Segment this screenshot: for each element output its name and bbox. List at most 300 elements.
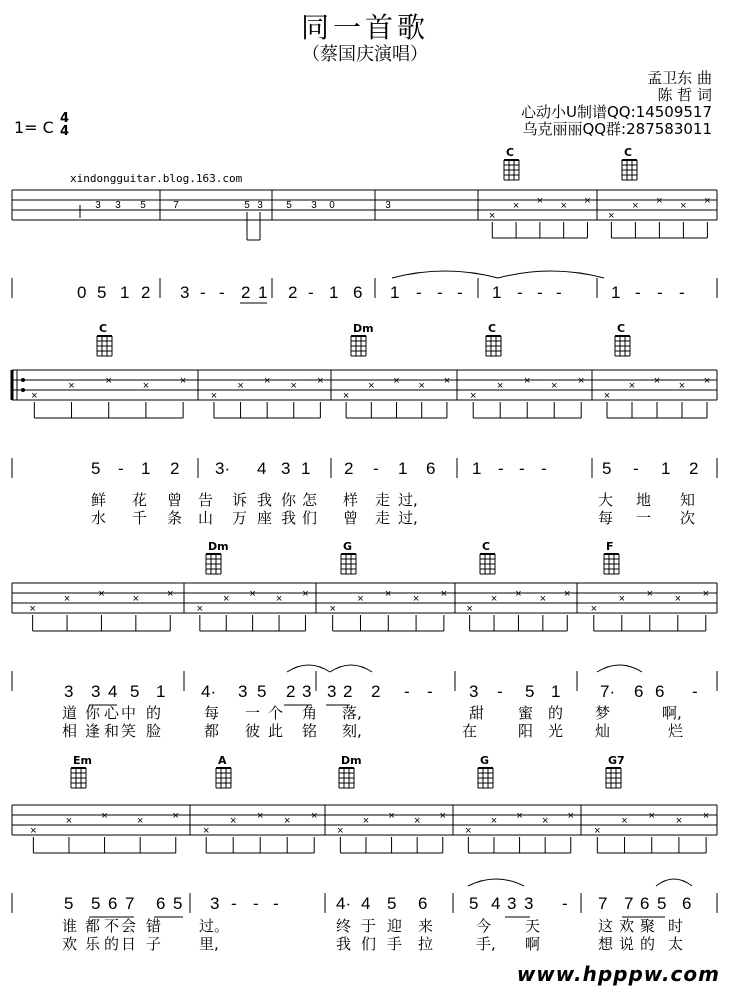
note-number: 3 <box>281 459 291 478</box>
lyric-char: 阳 <box>518 722 534 740</box>
chord-name: C <box>624 146 633 159</box>
note-number: 5 <box>469 894 479 913</box>
lyric-char: 过。 <box>199 917 230 935</box>
lyric-char: 的 <box>104 935 120 953</box>
note-number: 1 <box>661 459 671 478</box>
strum-mark: × <box>516 810 523 822</box>
hold-dash: - <box>519 459 525 478</box>
strum-mark: × <box>98 588 105 600</box>
note-number: 2 <box>170 459 180 478</box>
strum-mark: × <box>413 815 421 827</box>
hold-dash: - <box>517 283 523 302</box>
lyric-char: 曾 <box>167 491 183 509</box>
lyric-char: 走 <box>375 491 391 509</box>
strum-mark: × <box>256 810 264 822</box>
lyric-char: 诉 <box>232 491 248 509</box>
strum-mark: × <box>249 588 256 600</box>
note-number: 2 <box>689 459 699 478</box>
note-number: 3 <box>327 682 337 701</box>
maker-credit: 心动小U制谱QQ:14509517 <box>521 103 712 121</box>
note-number: 3 <box>524 894 534 913</box>
note-number: 2 <box>371 682 381 701</box>
lyric-char: 都 <box>85 917 101 935</box>
note-number: 5 <box>91 894 101 913</box>
strum-mark: × <box>656 195 663 207</box>
chord-diagram <box>97 336 112 356</box>
lyric-char: 的 <box>640 935 656 953</box>
hold-dash: - <box>457 283 463 302</box>
tab-number: 3 <box>311 200 317 211</box>
chord-diagram <box>71 768 86 788</box>
strum-mark: × <box>317 375 324 387</box>
note-number: 4· <box>201 682 217 701</box>
lyric-char: 脸 <box>146 722 162 740</box>
tie-dash: – <box>434 204 442 216</box>
lyric-char: 座 <box>257 509 273 527</box>
hold-dash: - <box>635 283 641 302</box>
lyric-char: 手 <box>387 935 403 953</box>
lyric-char: 山 <box>198 509 214 527</box>
slur <box>330 665 372 672</box>
lyric-char: 告 <box>198 491 214 509</box>
time-sig-top: 4 <box>60 111 70 126</box>
strum-mark: × <box>515 588 522 600</box>
strum-mark: × <box>469 390 477 402</box>
hold-dash: - <box>273 894 279 913</box>
note-number: 4 <box>491 894 501 913</box>
note-number: 1 <box>492 283 502 302</box>
chord-name: G7 <box>608 754 625 767</box>
lyric-char: 拉 <box>418 935 434 953</box>
slur <box>656 879 692 886</box>
lyric-char: 地 <box>636 491 652 509</box>
repeat-dot <box>21 378 25 382</box>
strum-mark: × <box>584 195 591 207</box>
lyric-char: 道 <box>62 704 78 722</box>
note-number: 5 <box>525 682 535 701</box>
tab-number: 7 <box>173 200 179 211</box>
strum-mark: × <box>357 593 364 605</box>
note-number: 6 <box>640 894 650 913</box>
lyric-char: 们 <box>302 509 318 527</box>
strum-mark: × <box>172 810 179 822</box>
lyric-char: 相 <box>62 722 78 740</box>
strum-mark: × <box>678 380 686 392</box>
chord-name: A <box>218 754 227 767</box>
lyric-char: 烂 <box>668 722 684 740</box>
hold-dash: - <box>679 283 685 302</box>
strum-mark: × <box>412 593 420 605</box>
lyricist-credit: 陈 哲 词 <box>657 86 712 104</box>
lyric-char: 啊 <box>525 935 541 953</box>
lyric-char: 欢 <box>62 935 78 953</box>
lyric-char: 大 <box>598 491 614 509</box>
note-number: 1 <box>156 682 166 701</box>
note-number: 1 <box>301 459 311 478</box>
note-number: 3 <box>238 682 248 701</box>
strum-mark: × <box>440 588 448 600</box>
chord-name: Em <box>73 754 92 767</box>
strum-mark: × <box>65 815 73 827</box>
strum-mark: × <box>210 390 218 402</box>
lyric-char: 日 <box>121 935 137 953</box>
chord-diagram <box>486 336 501 356</box>
lyric-char: 欢 <box>619 917 635 935</box>
strum-mark: × <box>632 200 639 212</box>
lyric-char: 个 <box>268 704 284 722</box>
lyric-char: 一 <box>636 509 652 527</box>
strum-mark: × <box>229 815 237 827</box>
tab-number: 3 <box>95 200 101 211</box>
lyric-char: 我 <box>336 935 352 953</box>
note-number: 1 <box>551 682 561 701</box>
lyric-char: 啊, <box>662 704 682 722</box>
strum-mark: × <box>63 593 71 605</box>
slur <box>468 879 524 886</box>
lyric-char: 你 <box>281 491 297 509</box>
lyric-char: 次 <box>680 509 696 527</box>
group-credit: 乌克丽丽QQ群:287583011 <box>522 120 712 138</box>
lyric-char: 刻, <box>342 722 362 740</box>
tie-dash: – <box>416 204 424 216</box>
strum-mark: × <box>388 810 395 822</box>
lyric-char: 过, <box>398 491 418 509</box>
lyric-char: 今 <box>476 917 492 935</box>
strum-mark: × <box>105 375 112 387</box>
strum-mark: × <box>101 810 108 822</box>
lyric-char: 这 <box>598 917 614 935</box>
lyric-char: 们 <box>361 935 377 953</box>
lyric-char: 在 <box>462 722 478 740</box>
chord-name: C <box>99 322 108 335</box>
strum-mark: × <box>680 200 687 212</box>
note-number: 1 <box>141 459 151 478</box>
lyric-char: 鲜 <box>91 491 107 509</box>
chord-name: C <box>617 322 626 335</box>
strum-mark: × <box>603 390 611 402</box>
note-number: 3 <box>91 682 101 701</box>
strum-mark: × <box>68 380 75 392</box>
lyric-char: 聚 <box>640 917 656 935</box>
note-number: 5 <box>657 894 667 913</box>
strum-mark: × <box>675 815 683 827</box>
watermark: www.hpppw.com <box>516 962 720 986</box>
lyric-char: 终 <box>336 917 352 935</box>
note-number: 4 <box>108 682 118 701</box>
strum-mark: × <box>31 390 38 402</box>
lyric-char: 逢 <box>85 722 101 740</box>
lyric-char: 天 <box>525 917 541 935</box>
note-number: 3 <box>302 682 312 701</box>
note-number: 6 <box>426 459 436 478</box>
composer-credit: 孟卫东 曲 <box>647 69 712 87</box>
strum-mark: × <box>196 603 204 615</box>
note-number: 2 <box>288 283 298 302</box>
strum-mark: × <box>223 593 230 605</box>
hold-dash: - <box>427 682 433 701</box>
note-number: 1 <box>258 283 268 302</box>
chord-diagram <box>615 336 630 356</box>
strum-mark: × <box>496 380 504 392</box>
strum-mark: × <box>648 810 655 822</box>
strum-mark: × <box>418 380 425 392</box>
hold-dash: - <box>219 283 225 302</box>
strum-mark: × <box>142 380 150 392</box>
hold-dash: - <box>404 682 410 701</box>
lyric-char: 和 <box>104 722 120 740</box>
strum-mark: × <box>567 810 574 822</box>
strum-mark: × <box>202 825 210 837</box>
strum-mark: × <box>608 210 615 222</box>
strum-mark: × <box>337 825 344 837</box>
chord-diagram <box>478 768 493 788</box>
strum-mark: × <box>550 380 558 392</box>
lyric-char: 不 <box>104 917 120 935</box>
lyric-char: 光 <box>548 722 564 740</box>
strum-mark: × <box>132 593 140 605</box>
lyric-char: 你 <box>85 704 101 722</box>
strum-mark: × <box>393 375 400 387</box>
note-number: 6 <box>353 283 363 302</box>
note-number: 6 <box>655 682 665 701</box>
slur <box>498 271 604 278</box>
lyric-char: 会 <box>121 917 137 935</box>
note-number: 3 <box>64 682 74 701</box>
note-number: 1 <box>390 283 400 302</box>
tab-number: 3 <box>115 200 121 211</box>
strum-mark: × <box>385 588 392 600</box>
lyric-char: 角 <box>302 704 318 722</box>
note-number: 3· <box>215 459 231 478</box>
note-number: 1 <box>329 283 339 302</box>
note-number: 2 <box>344 459 354 478</box>
lyric-char: 每 <box>204 704 220 722</box>
strum-mark: × <box>577 375 585 387</box>
lyric-char: 落, <box>342 704 362 722</box>
strum-mark: × <box>167 588 174 600</box>
strum-mark: × <box>275 593 283 605</box>
chord-diagram <box>339 768 354 788</box>
strum-mark: × <box>628 380 636 392</box>
note-number: 5 <box>173 894 183 913</box>
note-number: 0 <box>77 283 87 302</box>
hold-dash: - <box>373 459 379 478</box>
lyric-char: 灿 <box>595 722 611 740</box>
hold-dash: - <box>633 459 639 478</box>
strum-mark: × <box>703 375 711 387</box>
strum-mark: × <box>523 375 531 387</box>
chord-name: Dm <box>341 754 362 767</box>
tab-number: 3 <box>257 200 263 211</box>
strum-mark: × <box>653 375 661 387</box>
note-number: 3 <box>469 682 479 701</box>
lyric-char: 说 <box>619 935 635 953</box>
note-number: 3 <box>210 894 220 913</box>
note-number: 2 <box>141 283 151 302</box>
chord-name: G <box>480 754 490 767</box>
lyric-char: 心 <box>104 704 120 722</box>
lyric-char: 怎 <box>302 491 318 509</box>
lyric-char: 过, <box>398 509 418 527</box>
note-number: 7 <box>624 894 634 913</box>
strum-mark: × <box>618 593 626 605</box>
hold-dash: - <box>541 459 547 478</box>
note-number: 2 <box>241 283 251 302</box>
lyric-char: 一 <box>245 704 261 722</box>
note-number: 5 <box>130 682 140 701</box>
chord-diagram <box>351 336 366 356</box>
lyric-char: 曾 <box>343 509 359 527</box>
note-number: 4 <box>361 894 371 913</box>
lyric-char: 彼 <box>245 722 261 740</box>
chord-name: C <box>482 540 491 553</box>
lyric-char: 的 <box>146 704 162 722</box>
hold-dash: - <box>308 283 314 302</box>
strum-mark: × <box>362 815 370 827</box>
lyric-char: 样 <box>343 491 359 509</box>
note-number: 2 <box>343 682 353 701</box>
strum-mark: × <box>439 810 446 822</box>
lyric-char: 走 <box>375 509 391 527</box>
strum-mark: × <box>512 200 520 212</box>
strum-mark: × <box>283 815 291 827</box>
note-number: 5 <box>97 283 107 302</box>
note-number: 6 <box>418 894 428 913</box>
strum-mark: × <box>490 593 498 605</box>
chord-diagram <box>206 554 221 574</box>
strum-mark: × <box>489 210 496 222</box>
chord-name: F <box>606 540 614 553</box>
strum-mark: × <box>704 195 711 207</box>
chord-diagram <box>480 554 495 574</box>
strum-mark: × <box>29 603 36 615</box>
lyric-char: 千 <box>132 509 148 527</box>
note-number: 5 <box>257 682 267 701</box>
lyric-char: 子 <box>146 935 162 953</box>
hold-dash: - <box>253 894 259 913</box>
strum-mark: × <box>136 815 144 827</box>
hold-dash: - <box>118 459 124 478</box>
note-number: 6 <box>156 894 166 913</box>
note-number: 3 <box>180 283 190 302</box>
strum-mark: × <box>702 588 710 600</box>
tie-dash: – <box>396 204 404 216</box>
note-number: 7· <box>600 682 616 701</box>
lyric-char: 来 <box>418 917 434 935</box>
note-number: 2 <box>286 682 296 701</box>
hold-dash: - <box>562 894 568 913</box>
hold-dash: - <box>657 283 663 302</box>
note-number: 3 <box>507 894 517 913</box>
chord-name: Dm <box>353 322 374 335</box>
hold-dash: - <box>692 682 698 701</box>
lyric-char: 时 <box>668 917 684 935</box>
note-number: 4· <box>336 894 352 913</box>
hold-dash: - <box>497 682 503 701</box>
note-number: 7 <box>598 894 608 913</box>
slur <box>392 271 498 278</box>
note-number: 4 <box>257 459 267 478</box>
lyric-char: 蜜 <box>518 704 534 722</box>
strum-mark: × <box>302 588 309 600</box>
note-number: 1 <box>120 283 130 302</box>
strum-mark: × <box>368 380 375 392</box>
note-number: 5 <box>91 459 101 478</box>
strum-mark: × <box>329 603 336 615</box>
note-number: 6 <box>634 682 644 701</box>
hold-dash: - <box>200 283 206 302</box>
repeat-dot <box>21 388 25 392</box>
strum-mark: × <box>290 380 297 392</box>
strum-mark: × <box>310 810 318 822</box>
chord-diagram <box>216 768 231 788</box>
lyric-char: 错 <box>146 917 162 935</box>
lyric-char: 笑 <box>121 722 137 740</box>
strum-mark: × <box>702 810 710 822</box>
lyric-char: 手, <box>476 935 496 953</box>
lyric-char: 的 <box>548 704 564 722</box>
strum-mark: × <box>541 815 549 827</box>
strum-mark: × <box>646 588 654 600</box>
slur <box>287 665 330 672</box>
hold-dash: - <box>537 283 543 302</box>
chord-diagram <box>341 554 356 574</box>
blog-url: xindongguitar.blog.163.com <box>70 172 243 185</box>
lyric-char: 太 <box>668 935 684 953</box>
strum-mark: × <box>621 815 628 827</box>
strum-mark: × <box>674 593 682 605</box>
lyric-char: 里, <box>199 935 219 953</box>
chord-diagram <box>622 160 637 180</box>
chord-diagram <box>604 554 619 574</box>
lyric-char: 水 <box>91 509 107 527</box>
lyric-char: 铭 <box>302 722 318 740</box>
tab-number: 5 <box>140 200 146 211</box>
song-title: 同一首歌 <box>300 11 429 44</box>
note-number: 6 <box>108 894 118 913</box>
time-sig-bottom: 4 <box>60 124 70 139</box>
lyric-char: 梦 <box>595 704 611 722</box>
lyric-char: 我 <box>257 491 273 509</box>
key-signature: 1= C <box>14 118 54 137</box>
strum-mark: × <box>237 380 244 392</box>
lyric-char: 我 <box>281 509 297 527</box>
hold-dash: - <box>437 283 443 302</box>
strum-mark: × <box>30 825 37 837</box>
lyric-char: 花 <box>132 491 148 509</box>
chord-name: G <box>343 540 353 553</box>
hold-dash: - <box>556 283 562 302</box>
tab-number: 5 <box>244 200 250 211</box>
song-subtitle: （蔡国庆演唱） <box>302 44 428 65</box>
lyric-char: 谁 <box>62 917 78 935</box>
strum-mark: × <box>342 390 350 402</box>
note-number: 5 <box>64 894 74 913</box>
lyric-char: 都 <box>204 722 220 740</box>
lyric-char: 迎 <box>387 917 403 935</box>
note-number: 1 <box>398 459 408 478</box>
tie-dash: – <box>200 204 208 216</box>
tab-number: 5 <box>286 200 292 211</box>
lyric-char: 知 <box>680 491 696 509</box>
lyric-char: 条 <box>167 509 183 527</box>
strum-mark: × <box>263 375 271 387</box>
note-number: 1 <box>611 283 621 302</box>
strum-mark: × <box>179 375 187 387</box>
hold-dash: - <box>416 283 422 302</box>
strum-mark: × <box>443 375 451 387</box>
strum-mark: × <box>590 603 598 615</box>
